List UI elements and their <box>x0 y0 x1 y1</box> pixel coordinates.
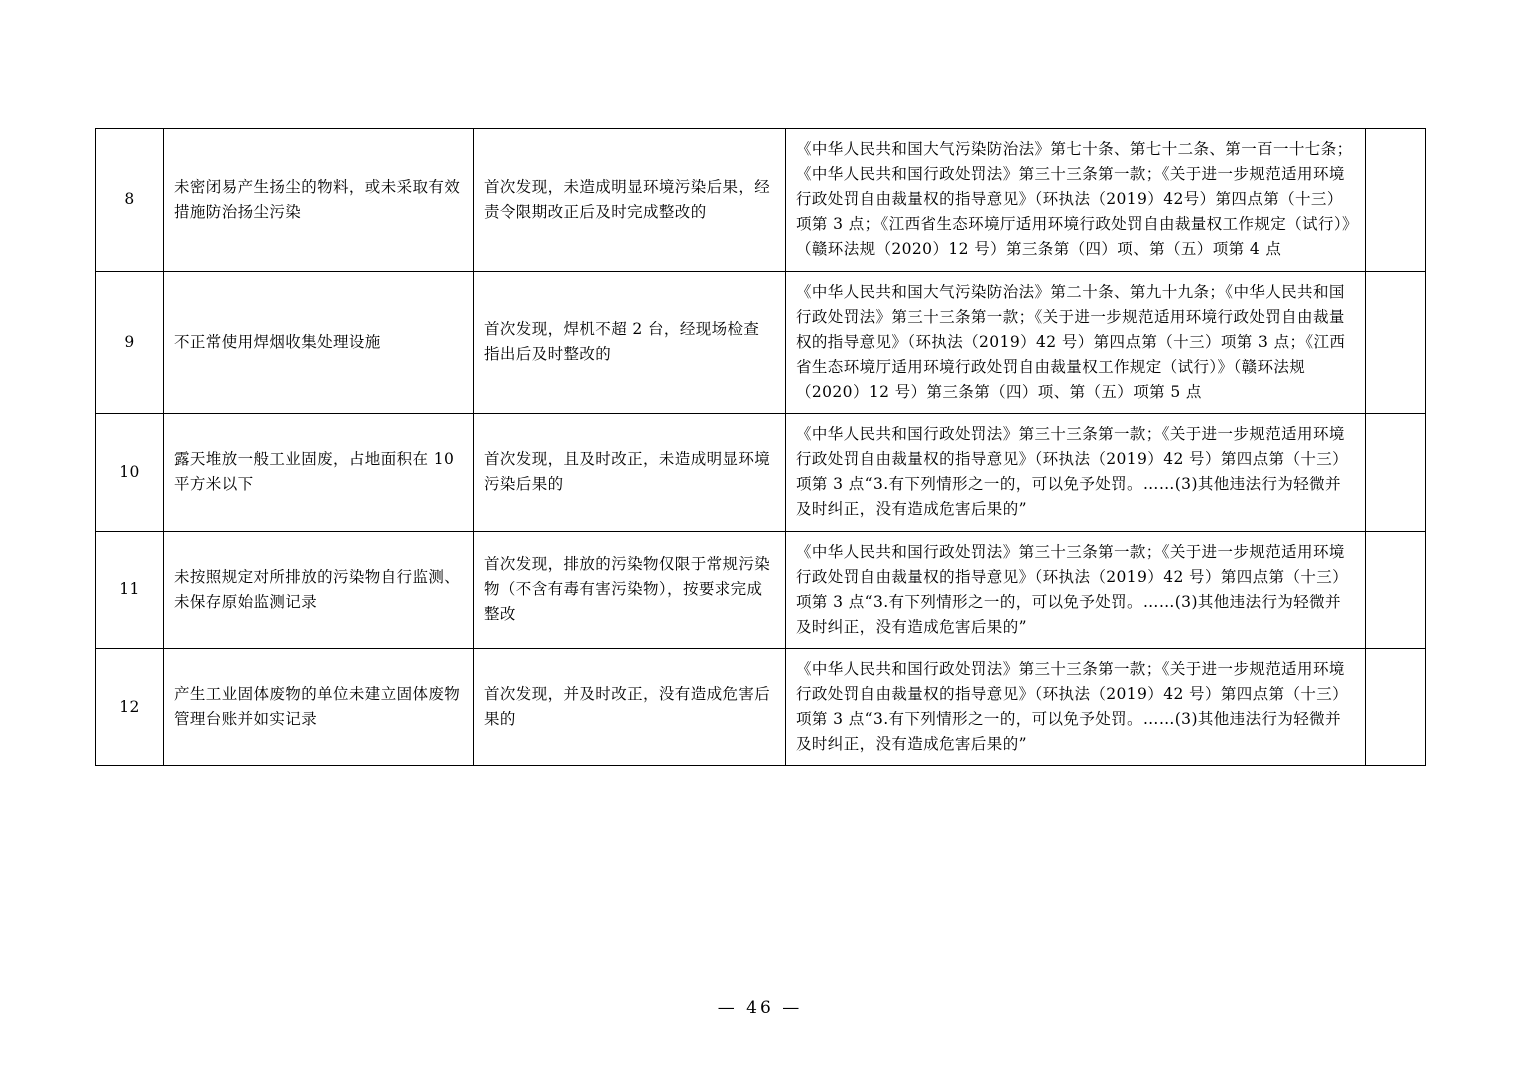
violation-item: 露天堆放一般工业固废，占地面积在 10 平方米以下 <box>164 414 474 531</box>
remark-cell <box>1366 271 1426 414</box>
applicable-condition: 首次发现，未造成明显环境污染后果，经责令限期改正后及时完成整改的 <box>474 129 786 272</box>
table-row <box>96 271 1426 414</box>
page-number-footer: — 46 — <box>717 998 803 1018</box>
remark-cell <box>1366 648 1426 765</box>
applicable-condition: 首次发现，并及时改正，没有造成危害后果的 <box>474 648 786 765</box>
row-number: 9 <box>96 271 164 414</box>
applicable-condition: 首次发现，且及时改正，未造成明显环境污染后果的 <box>474 414 786 531</box>
row-number: 8 <box>96 129 164 272</box>
table-row <box>96 531 1426 648</box>
table-row <box>96 129 1426 272</box>
violation-item: 未按照规定对所排放的污染物自行监测、未保存原始监测记录 <box>164 531 474 648</box>
row-number: 11 <box>96 531 164 648</box>
penalty-exemption-table <box>95 128 1426 766</box>
legal-basis: 《中华人民共和国行政处罚法》第三十三条第一款；《关于进一步规范适用环境行政处罚自由裁量权的指导意见》（环执法（2019）42 号）第四点第（十三）项第 3 点“3.有下列情形之一的，可以免予处罚。……(3)其他违法行为轻微并及时纠正，没有造成危害后果的” <box>786 531 1366 648</box>
row-number: 12 <box>96 648 164 765</box>
legal-basis: 《中华人民共和国行政处罚法》第三十三条第一款；《关于进一步规范适用环境行政处罚自由裁量权的指导意见》（环执法（2019）42 号）第四点第（十三）项第 3 点“3.有下列情形之一的，可以免予处罚。……(3)其他违法行为轻微并及时纠正，没有造成危害后果的” <box>786 414 1366 531</box>
table-body <box>96 129 1426 766</box>
remark-cell <box>1366 414 1426 531</box>
remark-cell <box>1366 129 1426 272</box>
violation-item: 产生工业固体废物的单位未建立固体废物管理台账并如实记录 <box>164 648 474 765</box>
applicable-condition: 首次发现，焊机不超 2 台，经现场检查指出后及时整改的 <box>474 271 786 414</box>
table-row <box>96 648 1426 765</box>
legal-basis: 《中华人民共和国大气污染防治法》第二十条、第九十九条；《中华人民共和国行政处罚法》第三十三条第一款；《关于进一步规范适用环境行政处罚自由裁量权的指导意见》（环执法（2019）42 号）第四点第（十三）项第 3 点；《江西省生态环境厅适用环境行政处罚自由裁量权工作规定（试行）》（赣环法规（2020）12 号）第三条第（四）项、第（五）项第 5 点 <box>786 271 1366 414</box>
legal-basis: 《中华人民共和国大气污染防治法》第七十条、第七十二条、第一百一十七条；《中华人民共和国行政处罚法》第三十三条第一款；《关于进一步规范适用环境行政处罚自由裁量权的指导意见》（环执法（2019）42号）第四点第（十三）项第 3 点；《江西省生态环境厅适用环境行政处罚自由裁量权工作规定（试行）》（赣环法规（2020）12 号）第三条第（四）项、第（五）项第 4 点 <box>786 129 1366 272</box>
violation-item: 不正常使用焊烟收集处理设施 <box>164 271 474 414</box>
legal-basis: 《中华人民共和国行政处罚法》第三十三条第一款；《关于进一步规范适用环境行政处罚自由裁量权的指导意见》（环执法（2019）42 号）第四点第（十三）项第 3 点“3.有下列情形之一的，可以免予处罚。……(3)其他违法行为轻微并及时纠正，没有造成危害后果的” <box>786 648 1366 765</box>
table-row <box>96 414 1426 531</box>
remark-cell <box>1366 531 1426 648</box>
applicable-condition: 首次发现，排放的污染物仅限于常规污染物（不含有毒有害污染物），按要求完成整改 <box>474 531 786 648</box>
violation-item: 未密闭易产生扬尘的物料，或未采取有效措施防治扬尘污染 <box>164 129 474 272</box>
row-number: 10 <box>96 414 164 531</box>
